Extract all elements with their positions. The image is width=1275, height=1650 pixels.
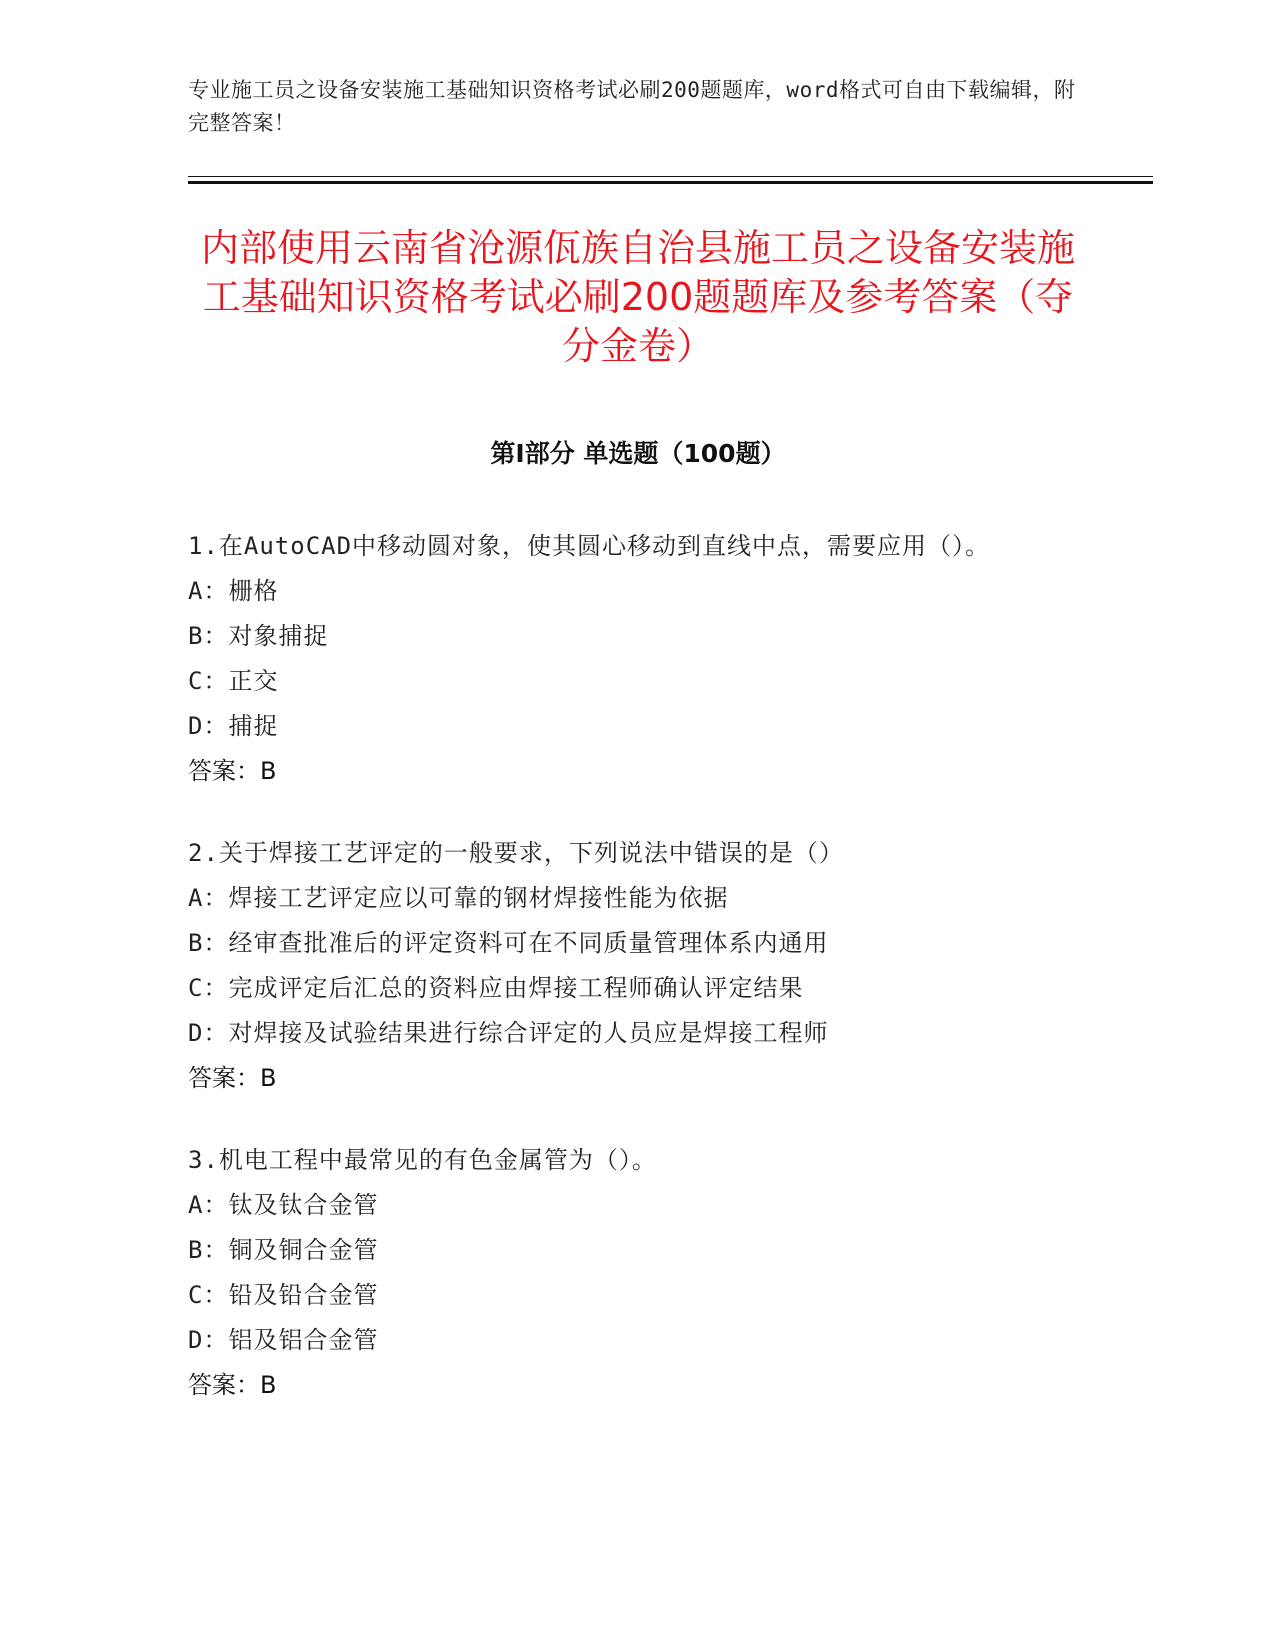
question-text: 3.机电工程中最常见的有色金属管为（）。 xyxy=(188,1146,657,1174)
section-title: 第Ⅰ部分 单选题（100题） xyxy=(490,439,786,468)
option-b: B：经审查批准后的评定资料可在不同质量管理体系内通用 xyxy=(188,929,829,957)
question-1 xyxy=(188,524,1088,794)
question-list xyxy=(188,524,1088,1445)
option-a: A：钛及钛合金管 xyxy=(188,1191,379,1219)
header-note: 专业施工员之设备安装施工基础知识资格考试必刷200题题库，word格式可自由下载编辑，附完整答案！ xyxy=(188,78,1076,135)
option-b: B：铜及铜合金管 xyxy=(188,1236,379,1264)
header-divider-thick xyxy=(188,181,1153,184)
option-a: A：栅格 xyxy=(188,577,279,605)
option-a: A：焊接工艺评定应以可靠的钢材焊接性能为依据 xyxy=(188,884,729,912)
option-d: D：对焊接及试验结果进行综合评定的人员应是焊接工程师 xyxy=(188,1019,829,1047)
answer: 答案：B xyxy=(188,757,277,785)
option-b: B：对象捕捉 xyxy=(188,622,329,650)
document-title: 内部使用云南省沧源佤族自治县施工员之设备安装施工基础知识资格考试必刷200题题库及参考答案（夺分金卷） xyxy=(200,226,1075,368)
question-text: 1.在AutoCAD中移动圆对象，使其圆心移动到直线中点，需要应用（）。 xyxy=(188,532,991,560)
question-text: 2.关于焊接工艺评定的一般要求，下列说法中错误的是（） xyxy=(188,839,844,867)
option-d: D：铝及铝合金管 xyxy=(188,1326,379,1354)
question-3 xyxy=(188,1138,1088,1408)
question-2 xyxy=(188,831,1088,1101)
answer: 答案：B xyxy=(188,1371,277,1399)
option-c: C：铅及铅合金管 xyxy=(188,1281,379,1309)
answer: 答案：B xyxy=(188,1064,277,1092)
option-d: D：捕捉 xyxy=(188,712,279,740)
option-c: C：完成评定后汇总的资料应由焊接工程师确认评定结果 xyxy=(188,974,804,1002)
header-divider-thin xyxy=(188,176,1153,177)
option-c: C：正交 xyxy=(188,667,279,695)
